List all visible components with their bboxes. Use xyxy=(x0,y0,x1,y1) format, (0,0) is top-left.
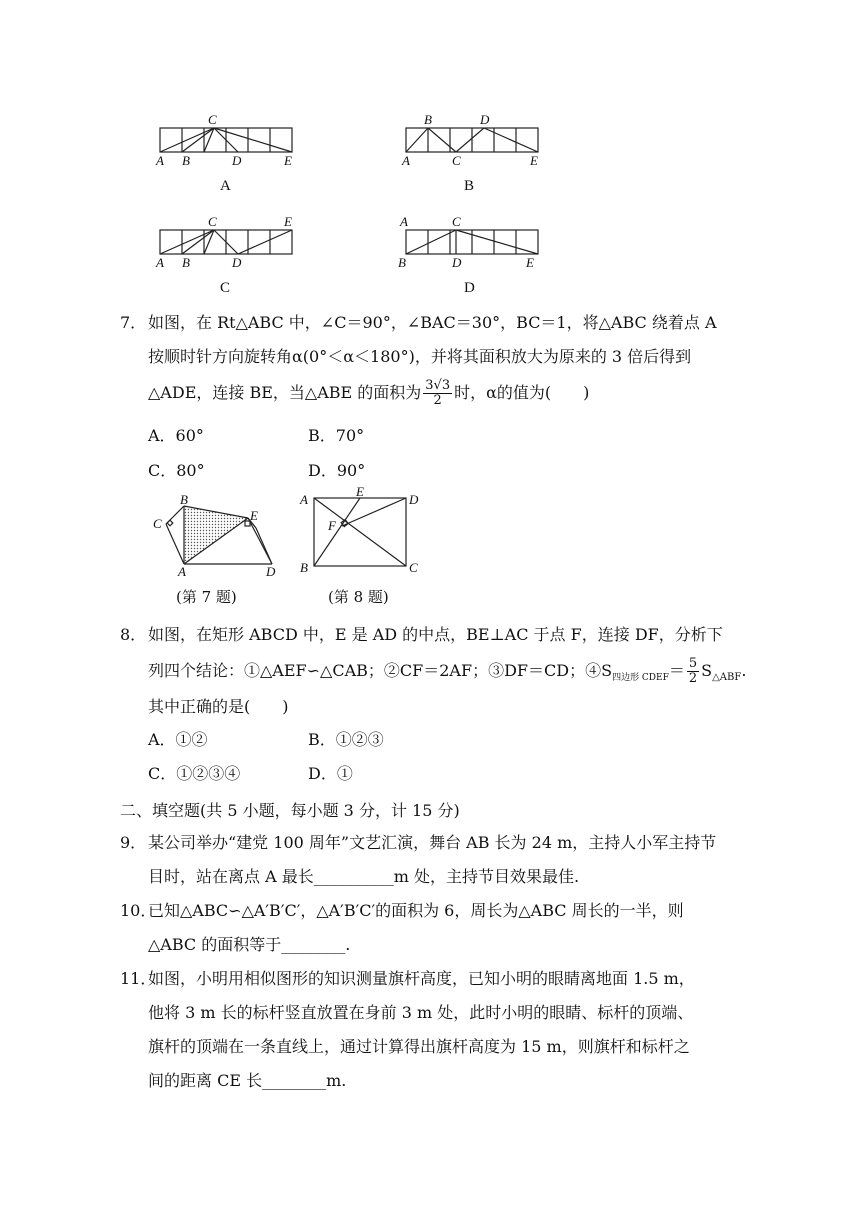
question-text-line: 如图，小明用相似图形的知识测量旗杆高度，已知小明的眼睛离地面 1.5 m， xyxy=(148,969,695,988)
fraction xyxy=(687,657,699,686)
label-a: A xyxy=(178,564,186,579)
question-7 xyxy=(120,306,740,416)
question-text-line: 按顺时针方向旋转角α(0°＜α＜180°)，并将其面积放大为原来的 3 倍后得到 xyxy=(148,347,692,366)
truss-diagram-d xyxy=(396,214,556,294)
text-segment: 列四个结论：①△AEF∽△CAB；②CF＝2AF；③DF＝CD；④S xyxy=(148,661,613,680)
text-segment: 时，α的值为( ) xyxy=(454,383,590,402)
fraction-denominator: 2 xyxy=(433,393,442,408)
label-d: D xyxy=(409,492,419,507)
question-text-line: 旗杆的顶端在一条直线上，通过计算得出旗杆高度为 15 m，则旗杆和标杆之 xyxy=(148,1037,690,1056)
label-e: E xyxy=(530,153,538,168)
option-d[interactable]: D．90° xyxy=(308,461,366,480)
option-c[interactable]: C．80° xyxy=(148,461,205,480)
label-e: E xyxy=(284,153,292,168)
question-text-line: 如图，在矩形 ABCD 中，E 是 AD 的中点，BE⊥AC 于点 F，连接 DF，分析下 xyxy=(148,625,723,644)
label-e: E xyxy=(356,484,364,499)
option-letter-a: A xyxy=(220,178,231,194)
option-letter-c: C xyxy=(220,280,231,296)
truss-diagram-a xyxy=(150,112,310,192)
question-number: 8． xyxy=(120,625,147,644)
label-b: B xyxy=(424,112,432,127)
label-e: E xyxy=(284,214,292,229)
label-a: A xyxy=(156,153,164,168)
question-text-line: △ABC 的面积等于________. xyxy=(148,935,351,954)
fraction xyxy=(423,379,452,408)
text-segment: △ADE，连接 BE，当△ABE 的面积为 xyxy=(148,383,422,402)
figure-option-a xyxy=(150,112,310,196)
question-text-line: 如图，在 Rt△ABC 中，∠C＝90°，∠BAC＝30°，BC＝1，将△ABC 绕着点 A xyxy=(148,313,717,332)
label-e: E xyxy=(250,508,258,523)
rectangle-diagram xyxy=(298,484,428,580)
option-b[interactable]: B．70° xyxy=(308,426,365,445)
label-b: B xyxy=(398,255,406,270)
truss-diagram-c xyxy=(150,214,310,294)
fraction-numerator: 5 xyxy=(688,656,698,671)
text-segment: . xyxy=(741,661,747,680)
option-a[interactable]: A．①② xyxy=(148,730,208,749)
label-c: C xyxy=(153,516,162,531)
label-c: C xyxy=(208,214,217,229)
label-f: F xyxy=(328,518,336,533)
figure-8 xyxy=(298,484,428,584)
subscript: △ABF xyxy=(712,672,742,684)
option-letter-d: D xyxy=(464,280,475,296)
label-a: A xyxy=(156,255,164,270)
label-a: A xyxy=(400,214,408,229)
option-d[interactable]: D．① xyxy=(308,764,353,783)
option-letter-b: B xyxy=(464,178,475,194)
question-text-line: 间的距离 CE 长________m. xyxy=(148,1071,347,1090)
subscript: 四边形 CDEF xyxy=(612,673,669,684)
label-b: B xyxy=(182,153,190,168)
question-number: 11． xyxy=(120,969,157,988)
label-a: A xyxy=(402,153,410,168)
option-b[interactable]: B．①②③ xyxy=(308,730,384,749)
label-b: B xyxy=(182,255,190,270)
question-text-line: 目时，站在离点 A 最长__________m 处，主持节目效果最佳. xyxy=(148,867,580,886)
label-d: D xyxy=(232,255,242,270)
label-c: C xyxy=(452,153,461,168)
question-text-line xyxy=(148,654,746,695)
question-number: 7． xyxy=(120,313,147,332)
label-b: B xyxy=(300,560,308,575)
question-8 xyxy=(120,618,747,728)
label-a: A xyxy=(300,492,308,507)
label-b: B xyxy=(180,492,188,507)
option-c[interactable]: C．①②③④ xyxy=(148,764,241,783)
figure-7 xyxy=(148,492,288,584)
question-text-line: 其中正确的是( ) xyxy=(148,697,289,716)
label-e: E xyxy=(526,255,534,270)
section-title: 二、填空题(共 5 小题，每小题 3 分，计 15 分) xyxy=(120,801,460,820)
question-10 xyxy=(120,894,740,964)
question-text-line: 某公司举办“建党 100 周年”文艺汇演，舞台 AB 长为 24 m，主持人小军主持节 xyxy=(148,833,717,852)
figure-option-d xyxy=(396,214,556,298)
label-d: D xyxy=(480,112,490,127)
question-number: 9． xyxy=(120,833,147,852)
fraction-denominator: 2 xyxy=(688,671,698,686)
question-number: 10． xyxy=(120,901,157,920)
question-text-line: 已知△ABC∽△A′B′C′，△A′B′C′的面积为 6，周长为△ABC 周长的一半，则 xyxy=(148,901,684,920)
label-d: D xyxy=(232,153,242,168)
label-c: C xyxy=(409,560,418,575)
figure-8-caption: (第 8 题) xyxy=(328,588,389,606)
triangle-rotation-diagram xyxy=(148,492,288,580)
fraction-numerator: 3√3 xyxy=(425,378,451,393)
label-c: C xyxy=(452,214,461,229)
figure-option-c xyxy=(150,214,310,298)
figure-option-b xyxy=(396,112,556,196)
label-d: D xyxy=(452,255,462,270)
question-11 xyxy=(120,962,740,1102)
question-text-line: 他将 3 m 长的标杆竖直放置在身前 3 m 处，此时小明的眼睛、标杆的顶端、 xyxy=(148,1003,694,1022)
label-c: C xyxy=(208,112,217,127)
truss-diagram-b xyxy=(396,112,556,192)
text-segment: S xyxy=(701,661,713,680)
figure-7-caption: (第 7 题) xyxy=(176,588,237,606)
option-a[interactable]: A．60° xyxy=(148,426,204,445)
text-segment: ＝ xyxy=(668,661,685,680)
question-9 xyxy=(120,826,740,896)
question-text-line xyxy=(148,376,589,410)
label-d: D xyxy=(266,564,276,579)
